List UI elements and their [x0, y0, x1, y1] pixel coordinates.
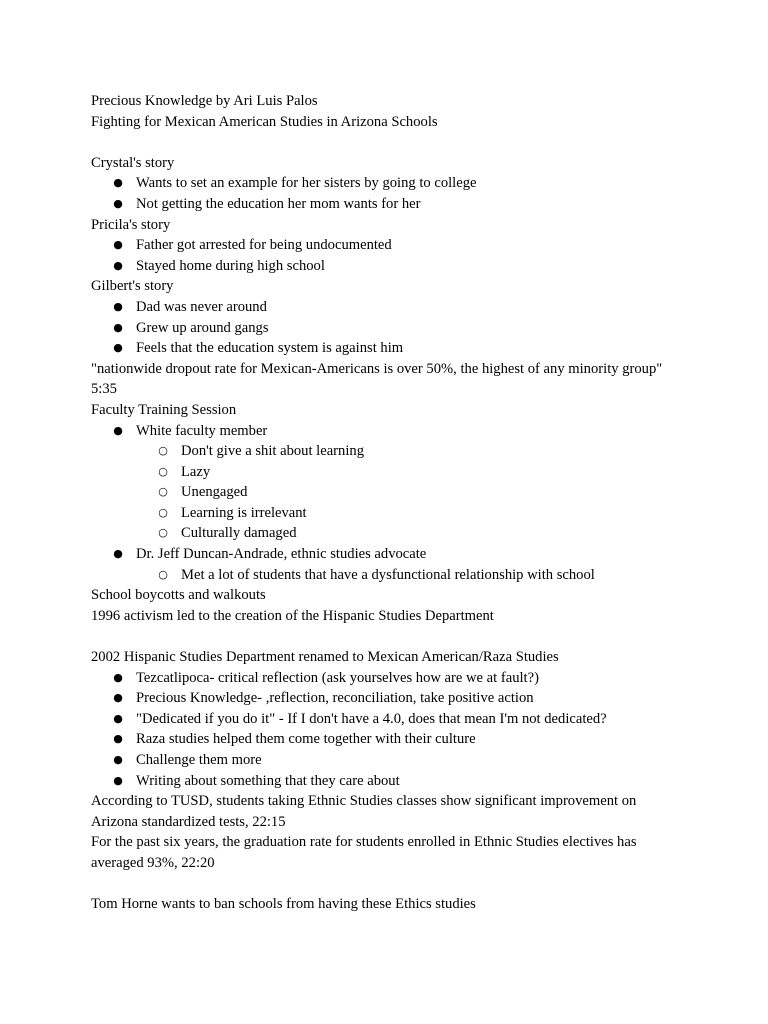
circle-bullet-icon: ○	[158, 505, 168, 519]
crystal-list	[91, 173, 681, 214]
bullet-icon: ●	[113, 691, 123, 705]
list-item: ● Not getting the education her mom wants for her	[91, 194, 681, 215]
graduation-line-continued: averaged 93%, 22:20	[91, 854, 215, 871]
blank-line	[91, 874, 681, 895]
graduation-line: For the past six years, the graduation rate for students enrolled in Ethnic Studies electives has	[91, 834, 637, 851]
list-item: ● Grew up around gangs	[91, 318, 681, 339]
circle-bullet-icon: ○	[158, 485, 168, 499]
bullet-icon: ●	[113, 341, 123, 355]
bullet-icon: ●	[113, 423, 123, 437]
list-item: ● "Dedicated if you do it" - If I don't have a 4.0, does that mean I'm not dedicated?	[91, 709, 681, 730]
circle-bullet-icon: ○	[158, 526, 168, 540]
bullet-icon: ●	[113, 176, 123, 190]
list-item: ● Challenge them more	[91, 750, 681, 771]
tusd-line-continued: Arizona standardized tests, 22:15	[91, 813, 286, 830]
bullet-icon: ●	[113, 258, 123, 272]
faculty-heading: Faculty Training Session	[91, 401, 237, 418]
circle-bullet-icon: ○	[158, 444, 168, 458]
list-item: ● Tezcatlipoca- critical reflection (ask yourselves how are we at fault?)	[91, 668, 681, 689]
bullet-icon: ●	[113, 196, 123, 210]
blank-line	[91, 626, 681, 647]
document-body	[91, 91, 681, 915]
tom-horne-line: Tom Horne wants to ban schools from having these Ethics studies	[91, 896, 476, 913]
dropout-quote: "nationwide dropout rate for Mexican-Americans is over 50%, the highest of any minority group" 5:35	[91, 360, 663, 398]
bullet-icon: ●	[113, 773, 123, 787]
activism-1996-line: 1996 activism led to the creation of the Hispanic Studies Department	[91, 607, 494, 624]
bullet-icon: ●	[113, 238, 123, 252]
blank-line	[91, 132, 681, 153]
bullet-icon: ●	[113, 547, 123, 561]
list-item: ● Wants to set an example for her sisters by going to college	[91, 173, 681, 194]
list-item: ● Writing about something that they care about	[91, 771, 681, 792]
pricila-list	[91, 235, 681, 276]
circle-bullet-icon: ○	[158, 464, 168, 478]
list-item: ● Stayed home during high school	[91, 256, 681, 277]
bullet-icon: ●	[113, 320, 123, 334]
faculty-list	[91, 421, 681, 442]
list-item: ● Raza studies helped them come together with their culture	[91, 729, 681, 750]
bullet-icon: ●	[113, 732, 123, 746]
duncan-sublist	[91, 565, 681, 586]
list-item: ● Dr. Jeff Duncan-Andrade, ethnic studies advocate	[91, 544, 681, 565]
sub-list-item: ○ Met a lot of students that have a dysfunctional relationship with school	[91, 565, 681, 586]
sub-list-item: ○ Learning is irrelevant	[91, 503, 681, 524]
list-item: ● Precious Knowledge- ,reflection, reconciliation, take positive action	[91, 688, 681, 709]
white-faculty-sublist	[91, 441, 681, 544]
document-subtitle: Fighting for Mexican American Studies in Arizona Schools	[91, 113, 438, 130]
duncan-list	[91, 544, 681, 565]
gilbert-heading: Gilbert's story	[91, 278, 174, 295]
document-title: Precious Knowledge by Ari Luis Palos	[91, 93, 318, 109]
sub-list-item: ○ Don't give a shit about learning	[91, 441, 681, 462]
list-item: ● Dad was never around	[91, 297, 681, 318]
list-item: ● Father got arrested for being undocumented	[91, 235, 681, 256]
gilbert-list	[91, 297, 681, 359]
list-item: ● Feels that the education system is against him	[91, 338, 681, 359]
renamed-2002-heading: 2002 Hispanic Studies Department renamed to Mexican American/Raza Studies	[91, 649, 559, 666]
bullet-icon: ●	[113, 753, 123, 766]
raza-studies-list	[91, 668, 681, 792]
crystal-heading: Crystal's story	[91, 154, 175, 171]
bullet-icon: ●	[113, 299, 123, 313]
tusd-line: According to TUSD, students taking Ethnic Studies classes show significant improvement on	[91, 793, 637, 810]
sub-list-item: ○ Unengaged	[91, 482, 681, 503]
bullet-icon: ●	[113, 670, 123, 684]
circle-bullet-icon: ○	[158, 567, 168, 581]
list-item: ● White faculty member	[91, 421, 681, 442]
bullet-icon: ●	[113, 711, 123, 725]
sub-list-item: ○ Lazy	[91, 462, 681, 483]
boycotts-line: School boycotts and walkouts	[91, 587, 266, 604]
sub-list-item: ○ Culturally damaged	[91, 523, 681, 544]
pricila-heading: Pricila's story	[91, 216, 171, 233]
